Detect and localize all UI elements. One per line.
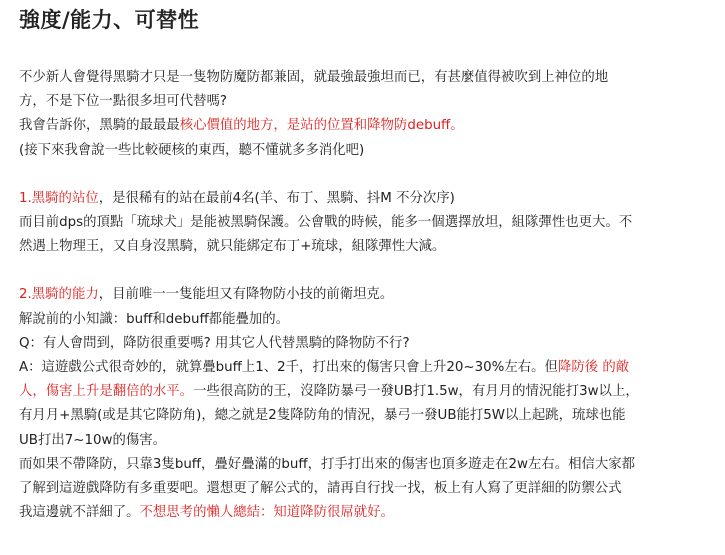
intro-line-3 bbox=[19, 114, 709, 138]
section1-heading-highlight: 1.黑騎的站位 bbox=[19, 190, 99, 206]
section2-heading bbox=[19, 283, 709, 307]
damage-double-highlight: 人，傷害上升是翻倍的水平。 bbox=[19, 384, 194, 400]
core-value-highlight: 核心價值的地方，是站的位置和降物防debuff。 bbox=[179, 118, 464, 134]
section2-line-10 bbox=[19, 501, 709, 525]
intro-line-4: (接下來我會說一些比較硬核的東西，聽不懂就多多消化吧) bbox=[19, 142, 365, 158]
section2-heading-rest: ，目前唯一一隻能坦又有降物防小技的前衛坦克。 bbox=[98, 287, 394, 303]
section2-line-2: 解說前的小知識：buff和debuff都能疊加的。 bbox=[19, 311, 290, 327]
section1-heading bbox=[19, 187, 709, 211]
section1-line-2: 而目前dps的頂點「琉球犬」是能被黑騎保護。公會戰的時候，能多一個選擇放坦，組隊彈性也更大。不 bbox=[19, 215, 633, 231]
section2-line-9: 了解到這遊戲降防有多重要吧。還想更了解公式的，請再自行找一找，板上有人寫了更詳細的防禦公式 bbox=[19, 481, 622, 497]
paragraph-gap bbox=[19, 259, 709, 283]
defense-down-highlight: 降防後 的敵 bbox=[557, 360, 630, 376]
article-body bbox=[19, 66, 709, 525]
section2-line-10-text: 我這邊就不詳細了。 bbox=[19, 505, 140, 521]
section1-line-3: 然遇上物理王，又自身沒黑騎，就只能綁定布丁+琉球，組隊彈性大減。 bbox=[19, 239, 446, 255]
section2-heading-highlight: 2.黑騎的能力 bbox=[19, 287, 99, 303]
section2-line-3: Q：有人會問到，降防很重要嗎? 用其它人代替黑騎的降物防不行? bbox=[19, 335, 410, 351]
section2-line-4 bbox=[19, 356, 709, 380]
intro-line-2: 方，不是下位一點很多坦可代替嗎? bbox=[19, 94, 227, 110]
section2-line-5 bbox=[19, 380, 709, 404]
section2-line-6: 有月月+黑騎(或是其它降防角)，總之就是2隻降防角的情況，暴弓一發UB能打5W以上起跳，琉球也能 bbox=[19, 408, 626, 424]
intro-line-3-text: 我會告訴你，黑騎的最最最 bbox=[19, 118, 180, 134]
paragraph-gap bbox=[19, 163, 709, 187]
section2-line-4-text: A：這遊戲公式很奇妙的，就算疊buff上1、2千，打出來的傷害只會上升20~30%左右。但 bbox=[19, 360, 558, 376]
lazy-summary-highlight: 不想思考的懶人總結：知道降防很屌就好。 bbox=[139, 505, 394, 521]
section2-line-8: 而如果不帶降防，只靠3隻buff，疊好疊滿的buff，打手打出來的傷害也頂多遊走在2w左右。相信大家都 bbox=[19, 456, 636, 472]
intro-line-1: 不少新人會覺得黑騎才只是一隻物防魔防都兼固，就最強最強坦而已，有甚麼值得被吹到上神位的地 bbox=[19, 70, 609, 85]
section2-line-7: UB打出7~10w的傷害。 bbox=[19, 432, 167, 448]
section1-heading-rest: ，是很稀有的站在最前4名(羊、布丁、黑騎、抖M 不分次序) bbox=[98, 190, 455, 206]
section2-line-5-text: 一些很高防的王，沒降防暴弓一發UB打1.5w，有月月的情況能打3w以上， bbox=[193, 384, 639, 400]
section-title: 強度/能力、可替性 bbox=[19, 8, 200, 32]
